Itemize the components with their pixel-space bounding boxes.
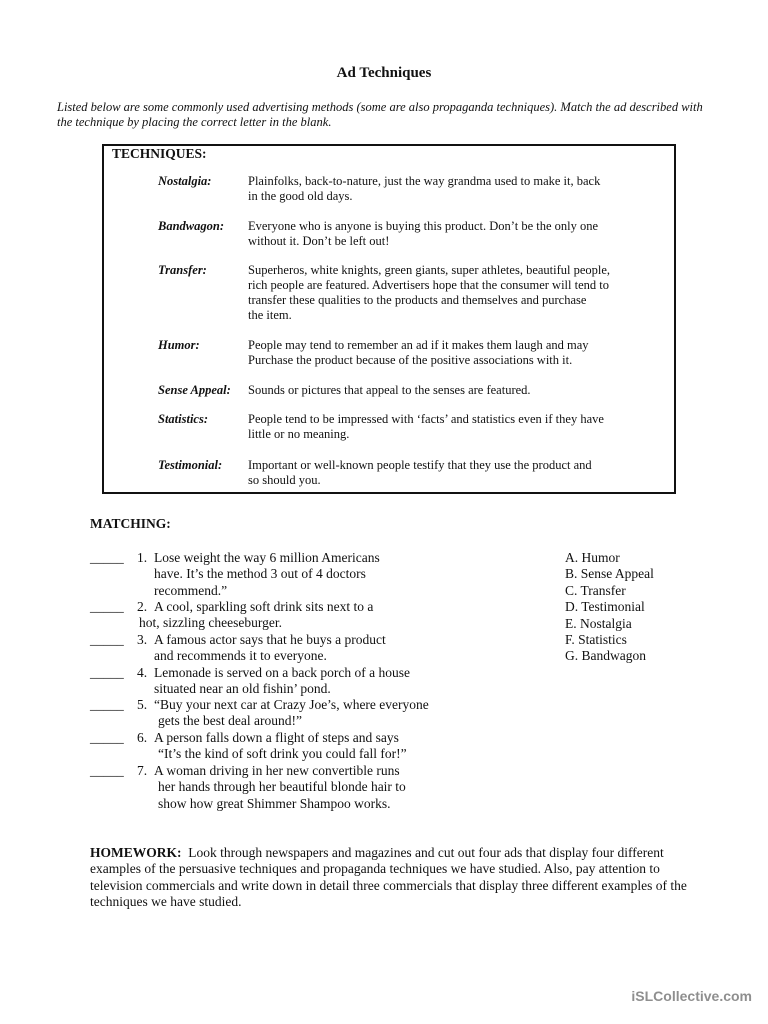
technique-name: Transfer:	[158, 263, 207, 277]
answer-blank[interactable]: _____	[90, 550, 124, 565]
technique-name: Nostalgia:	[158, 174, 212, 188]
technique-description: Important or well-known people testify that they use the product and so should you.	[248, 458, 592, 487]
question-number: 2.	[137, 599, 148, 614]
question-number: 7.	[137, 763, 148, 778]
homework-label: HOMEWORK:	[90, 845, 182, 860]
question-number: 6.	[137, 730, 148, 745]
question-text: Lemonade is served on a back porch of a house situated near an old fishin’ pond.	[154, 665, 411, 697]
technique-name: Sense Appeal:	[158, 383, 231, 397]
instructions: Listed below are some commonly used advertising methods (some are also propaganda techniques). Match the ad described with the technique by placing the correct letter in the blank.	[57, 100, 703, 129]
homework-text: Look through newspapers and magazines and cut out four ads that display four different examples of the persuasive techniques and propaganda techniques we have studied. Also, pay attention to television commercials and write down in detail three commercials that display three different examples of the techniques we have studied.	[90, 845, 687, 909]
answer-option: G. Bandwagon	[565, 648, 646, 664]
answer-blank[interactable]: _____	[90, 599, 124, 614]
watermark: iSLCollective.com	[631, 988, 752, 1004]
technique-description: Superheros, white knights, green giants, super athletes, beautiful people, rich people are featured. Advertisers hope that the consumer will tend to transfer these qualities to the products and themselves and purchase the item.	[248, 263, 611, 322]
matching-heading: MATCHING:	[90, 516, 171, 531]
page-title: Ad Techniques	[336, 65, 432, 81]
answer-blank[interactable]: _____	[90, 697, 124, 712]
homework-section	[90, 845, 710, 910]
technique-name: Bandwagon:	[158, 219, 224, 233]
techniques-heading: TECHNIQUES:	[112, 146, 207, 161]
technique-description: Everyone who is anyone is buying this product. Don’t be the only one without it. Don’t be left out!	[248, 219, 599, 248]
answer-option: D. Testimonial	[565, 599, 645, 615]
technique-description: Plainfolks, back-to-nature, just the way grandma used to make it, back in the good old days.	[248, 174, 601, 203]
answer-blank[interactable]: _____	[90, 763, 124, 778]
question-number: 5.	[137, 697, 148, 712]
answer-option: F. Statistics	[565, 632, 627, 648]
question-number: 4.	[137, 665, 148, 680]
question-text: Lose weight the way 6 million Americans have. It’s the method 3 out of 4 doctors recommend.”	[154, 550, 380, 598]
question-text: A person falls down a flight of steps and says “It’s the kind of soft drink you could fall for!”	[154, 730, 407, 762]
technique-name: Statistics:	[158, 412, 209, 426]
question-text: A cool, sparkling soft drink sits next to a hot, sizzling cheeseburger.	[139, 599, 374, 631]
question-text: A woman driving in her new convertible runs her hands through her beautiful blonde hair to show how great Shimmer Shampoo works.	[154, 763, 406, 811]
answer-options	[565, 550, 654, 665]
technique-description: Sounds or pictures that appeal to the senses are featured.	[248, 383, 531, 397]
answer-blank[interactable]: _____	[90, 632, 124, 647]
answer-option: B. Sense Appeal	[565, 566, 654, 582]
question-number: 3.	[137, 632, 148, 647]
question-text: A famous actor says that he buys a product and recommends it to everyone.	[154, 632, 386, 664]
question-number: 1.	[137, 550, 148, 565]
answer-option: C. Transfer	[565, 582, 626, 598]
technique-name: Testimonial:	[158, 458, 223, 472]
technique-name: Humor:	[158, 338, 200, 352]
technique-description: People tend to be impressed with ‘facts’ and statistics even if they have little or no meaning.	[248, 412, 604, 441]
answer-blank[interactable]: _____	[90, 730, 124, 745]
question-text: “Buy your next car at Crazy Joe’s, where everyone gets the best deal around!”	[154, 697, 429, 729]
answer-option: E. Nostalgia	[565, 615, 632, 631]
technique-description: People may tend to remember an ad if it makes them laugh and may Purchase the product because of the positive associations with it.	[248, 338, 589, 367]
answer-option: A. Humor	[565, 550, 620, 565]
answer-blank[interactable]: _____	[90, 665, 124, 680]
